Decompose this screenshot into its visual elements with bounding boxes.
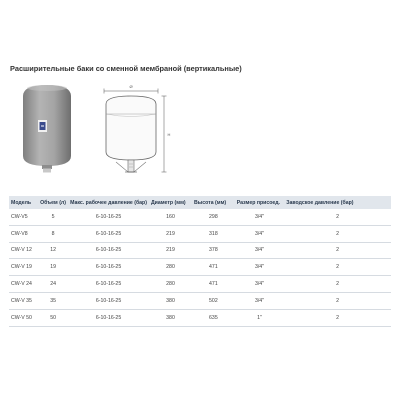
cell-volume: 12	[38, 242, 68, 259]
cell-factory-pressure: 2	[284, 209, 391, 225]
cell-max-pressure: 6-10-16-25	[68, 276, 149, 293]
cell-height: 378	[192, 242, 235, 259]
col-header-volume: Объем (л)	[38, 196, 68, 209]
cell-max-pressure: 6-10-16-25	[68, 292, 149, 309]
cell-max-pressure: 6-10-16-25	[68, 309, 149, 326]
cell-diameter: 280	[149, 259, 192, 276]
col-header-diameter: Диаметр (мм)	[149, 196, 192, 209]
cell-diameter: 380	[149, 309, 192, 326]
table-row	[9, 276, 391, 293]
table-row	[9, 225, 391, 242]
cell-height: 502	[192, 292, 235, 309]
col-header-model: Модель	[9, 196, 38, 209]
cell-max-pressure: 6-10-16-25	[68, 259, 149, 276]
cell-factory-pressure: 2	[284, 276, 391, 293]
cell-model: CW-V 24	[9, 276, 38, 293]
cell-model: CW-V5	[9, 209, 38, 225]
cell-volume: 50	[38, 309, 68, 326]
table-row	[9, 259, 391, 276]
cell-max-pressure: 6-10-16-25	[68, 225, 149, 242]
cell-factory-pressure: 2	[284, 225, 391, 242]
cell-model: CW-V8	[9, 225, 38, 242]
spec-table	[9, 196, 391, 327]
cell-connection: 3/4"	[235, 209, 285, 225]
cell-max-pressure: 6-10-16-25	[68, 209, 149, 225]
cell-connection: 3/4"	[235, 292, 285, 309]
cell-height: 635	[192, 309, 235, 326]
cell-model: CW-V 19	[9, 259, 38, 276]
cell-model: CW-V 50	[9, 309, 38, 326]
table-row	[9, 209, 391, 225]
cell-diameter: 160	[149, 209, 192, 225]
cell-factory-pressure: 2	[284, 259, 391, 276]
drawing-height-label: H	[167, 132, 171, 137]
cell-volume: 35	[38, 292, 68, 309]
technical-drawing	[96, 82, 172, 192]
cell-factory-pressure: 2	[284, 292, 391, 309]
table-row	[9, 242, 391, 259]
col-header-height: Высота (мм)	[192, 196, 235, 209]
cell-diameter: 380	[149, 292, 192, 309]
table-row	[9, 292, 391, 309]
cell-model: CW-V 35	[9, 292, 38, 309]
col-header-connection: Размер присоед.	[235, 196, 285, 209]
drawing-diameter-label: Ø	[129, 84, 133, 89]
cell-connection: 3/4"	[235, 259, 285, 276]
table-header-row	[9, 196, 391, 209]
cell-connection: 3/4"	[235, 242, 285, 259]
tank-photo	[20, 82, 74, 174]
cell-volume: 19	[38, 259, 68, 276]
cell-volume: 5	[38, 209, 68, 225]
cell-connection: 1"	[235, 309, 285, 326]
cell-height: 471	[192, 276, 235, 293]
col-header-factory-pressure: Заводское давление (бар)	[284, 196, 391, 209]
table-row	[9, 309, 391, 326]
cell-connection: 3/4"	[235, 276, 285, 293]
cell-height: 318	[192, 225, 235, 242]
cell-factory-pressure: 2	[284, 242, 391, 259]
cell-factory-pressure: 2	[284, 309, 391, 326]
cell-volume: 8	[38, 225, 68, 242]
cell-height: 471	[192, 259, 235, 276]
cell-height: 298	[192, 209, 235, 225]
page-title: Расширительные баки со сменной мембраной (вертикальные)	[10, 64, 242, 73]
cell-volume: 24	[38, 276, 68, 293]
cell-diameter: 219	[149, 225, 192, 242]
cell-max-pressure: 6-10-16-25	[68, 242, 149, 259]
cell-connection: 3/4"	[235, 225, 285, 242]
col-header-max-pressure: Макс. рабочее давление (бар)	[68, 196, 149, 209]
cell-diameter: 219	[149, 242, 192, 259]
cell-diameter: 280	[149, 276, 192, 293]
cell-model: CW-V 12	[9, 242, 38, 259]
